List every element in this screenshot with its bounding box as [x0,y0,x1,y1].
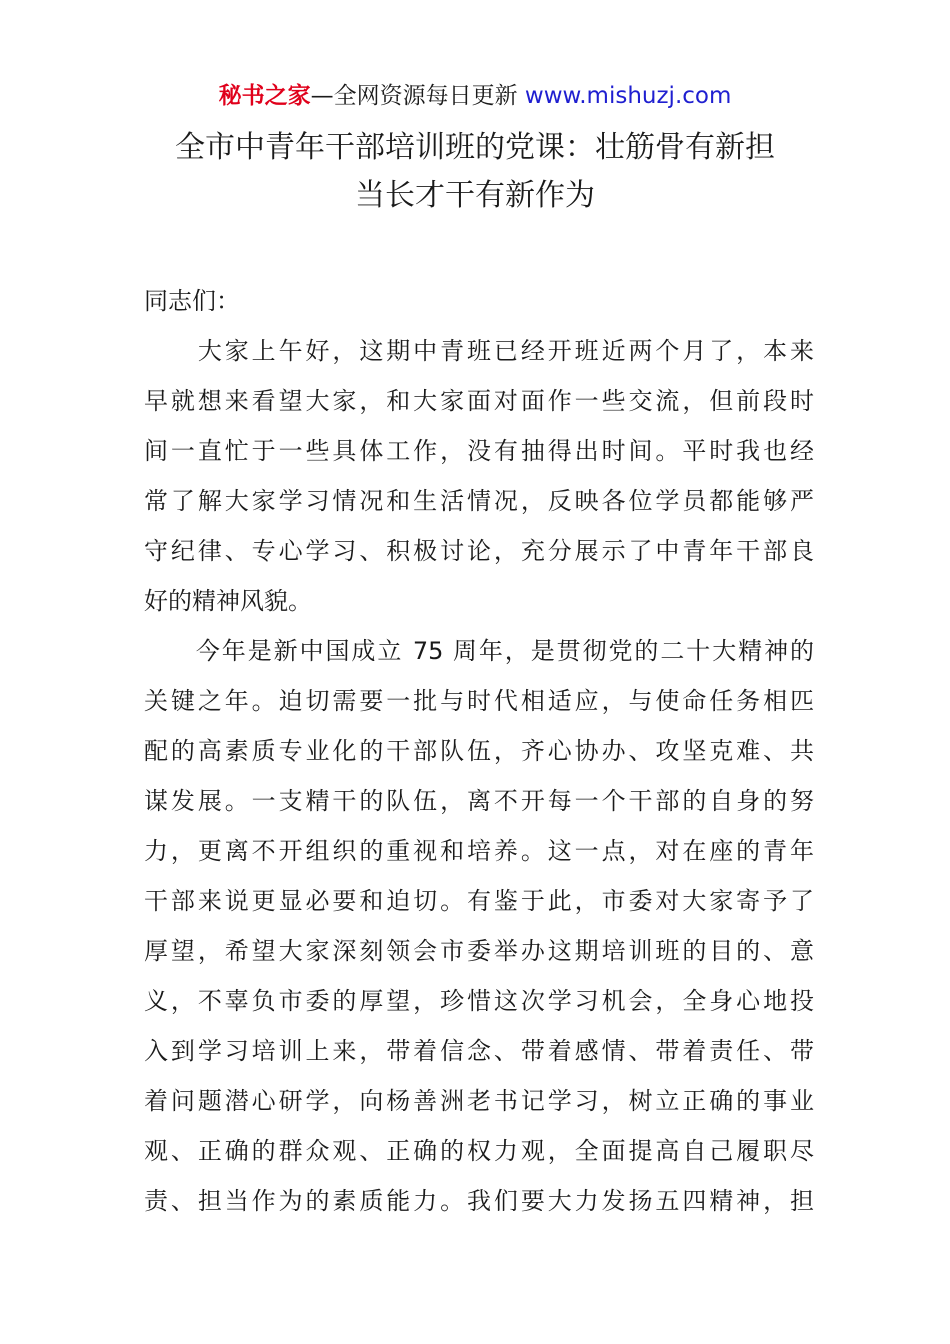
paragraph-2 [144,626,814,1226]
paragraph-line: 早就想来看望大家，和大家面对面作一些交流，但前段时 [144,387,814,415]
paragraph-line: 责、担当作为的素质能力。我们要大力发扬五四精神，担 [144,1187,814,1215]
paragraph-line: 义，不辜负市委的厚望，珍惜这次学习机会，全身心地投 [144,987,814,1015]
paragraph-line: 好的精神风貌。 [144,587,312,615]
paragraph-line: 厚望，希望大家深刻领会市委举办这期培训班的目的、意 [144,937,814,965]
paragraph-line: 大家上午好，这期中青班已经开班近两个月了，本来 [144,337,814,365]
paragraph-1 [144,326,814,626]
paragraph-line: 关键之年。迫切需要一批与时代相适应，与使命任务相匹 [144,687,814,715]
paragraph-line: 干部来说更显必要和迫切。有鉴于此，市委对大家寄予了 [144,887,814,915]
site-url-link[interactable]: www.mishuzj.com [524,83,732,109]
paragraph-line: 常了解大家学习情况和生活情况，反映各位学员都能够严 [144,487,814,515]
document-title [120,124,830,220]
site-tagline: —全网资源每日更新 [310,83,518,109]
paragraph-line: 入到学习培训上来，带着信念、带着感情、带着责任、带 [144,1037,814,1065]
document-title-line-2: 当长才干有新作为 [355,178,595,213]
greeting-line: 同志们： [144,287,240,315]
site-brand-name: 秘书之家 [218,83,311,109]
document-body [144,276,814,1226]
site-banner [0,80,950,112]
paragraph-line: 配的高素质专业化的干部队伍，齐心协办、攻坚克难、共 [144,737,814,765]
paragraph-line: 守纪律、专心学习、积极讨论，充分展示了中青年干部良 [144,537,814,565]
paragraph-line: 谋发展。一支精干的队伍，离不开每一个干部的自身的努 [144,787,814,815]
paragraph-line: 今年是新中国成立 75 周年，是贯彻党的二十大精神的 [144,637,814,665]
paragraph-line: 力，更离不开组织的重视和培养。这一点，对在座的青年 [144,837,814,865]
paragraph-line: 间一直忙于一些具体工作，没有抽得出时间。平时我也经 [144,437,814,465]
document-title-line-1: 全市中青年干部培训班的党课：壮筋骨有新担 [175,130,775,165]
paragraph-line: 观、正确的群众观、正确的权力观，全面提高自己履职尽 [144,1137,814,1165]
paragraph-line: 着问题潜心研学，向杨善洲老书记学习，树立正确的事业 [144,1087,814,1115]
